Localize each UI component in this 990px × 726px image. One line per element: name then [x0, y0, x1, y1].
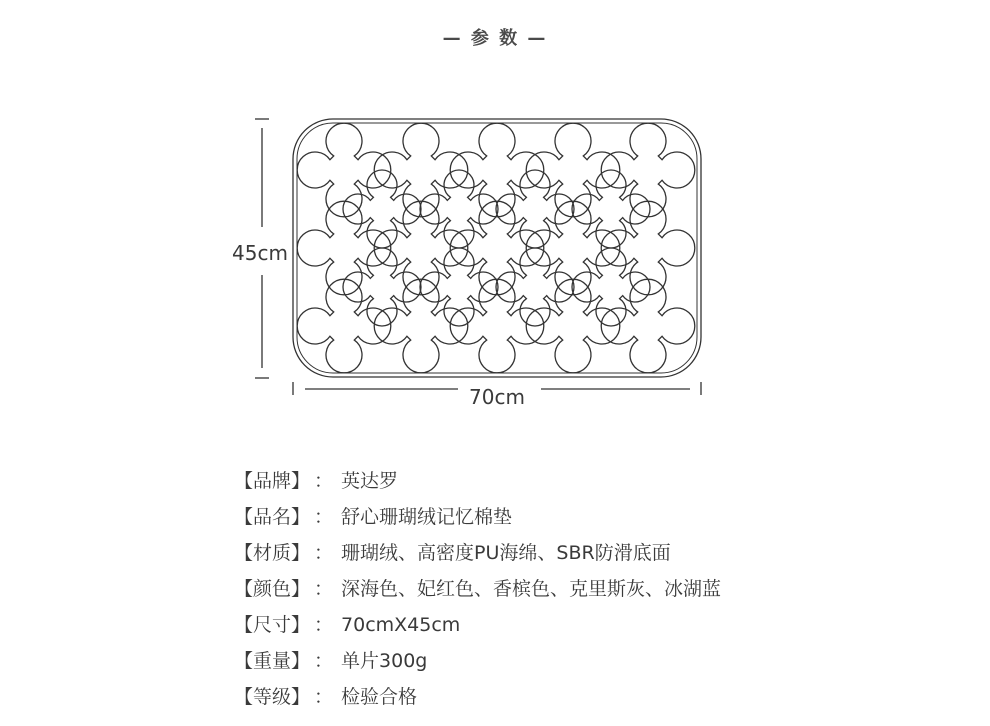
spec-row-material [234, 538, 721, 574]
height-label: 45cm [232, 241, 288, 265]
quatrefoil-pattern [297, 123, 695, 373]
spec-value: 英达罗 [341, 470, 399, 492]
spec-row-color [234, 574, 721, 610]
spec-separator: ： [314, 686, 334, 708]
spec-separator: ： [314, 614, 334, 636]
spec-key: 【品牌】 [234, 470, 311, 492]
spec-separator: ： [314, 578, 334, 600]
spec-key: 【品名】 [234, 506, 311, 528]
spec-row-name [234, 502, 721, 538]
spec-value: 检验合格 [341, 686, 418, 708]
quatrefoil-shape [420, 248, 498, 326]
quatrefoil-shape [343, 248, 421, 326]
spec-value: 舒心珊瑚绒记忆棉垫 [341, 506, 513, 528]
spec-value: 珊瑚绒、高密度PU海绵、SBR防滑底面 [341, 542, 671, 564]
spec-value: 70cmX45cm [341, 614, 461, 636]
quatrefoil-shape [496, 170, 574, 248]
spec-key: 【尺寸】 [234, 614, 311, 636]
section-title: — 参 数 — [442, 28, 548, 49]
spec-value: 深海色、妃红色、香槟色、克里斯灰、冰湖蓝 [341, 578, 722, 600]
spec-separator: ： [314, 470, 334, 492]
mat-outer-outline [293, 119, 701, 377]
width-label: 70cm [469, 385, 525, 409]
spec-separator: ： [314, 650, 334, 672]
spec-row-grade [234, 682, 721, 718]
spec-key: 【颜色】 [234, 578, 311, 600]
spec-row-size [234, 610, 721, 646]
quatrefoil-shape [420, 170, 498, 248]
quatrefoil-shape [572, 248, 650, 326]
spec-key: 【材质】 [234, 542, 311, 564]
spec-row-weight [234, 646, 721, 682]
spec-key: 【等级】 [234, 686, 311, 708]
spec-separator: ： [314, 506, 334, 528]
spec-separator: ： [314, 542, 334, 564]
spec-row-brand [234, 466, 721, 502]
mat-inner-outline [297, 123, 697, 373]
quatrefoil-shape [343, 170, 421, 248]
quatrefoil-shape [496, 248, 574, 326]
spec-key: 【重量】 [234, 650, 311, 672]
spec-value: 单片300g [341, 650, 428, 672]
quatrefoil-shape [572, 170, 650, 248]
spec-list [234, 466, 721, 718]
